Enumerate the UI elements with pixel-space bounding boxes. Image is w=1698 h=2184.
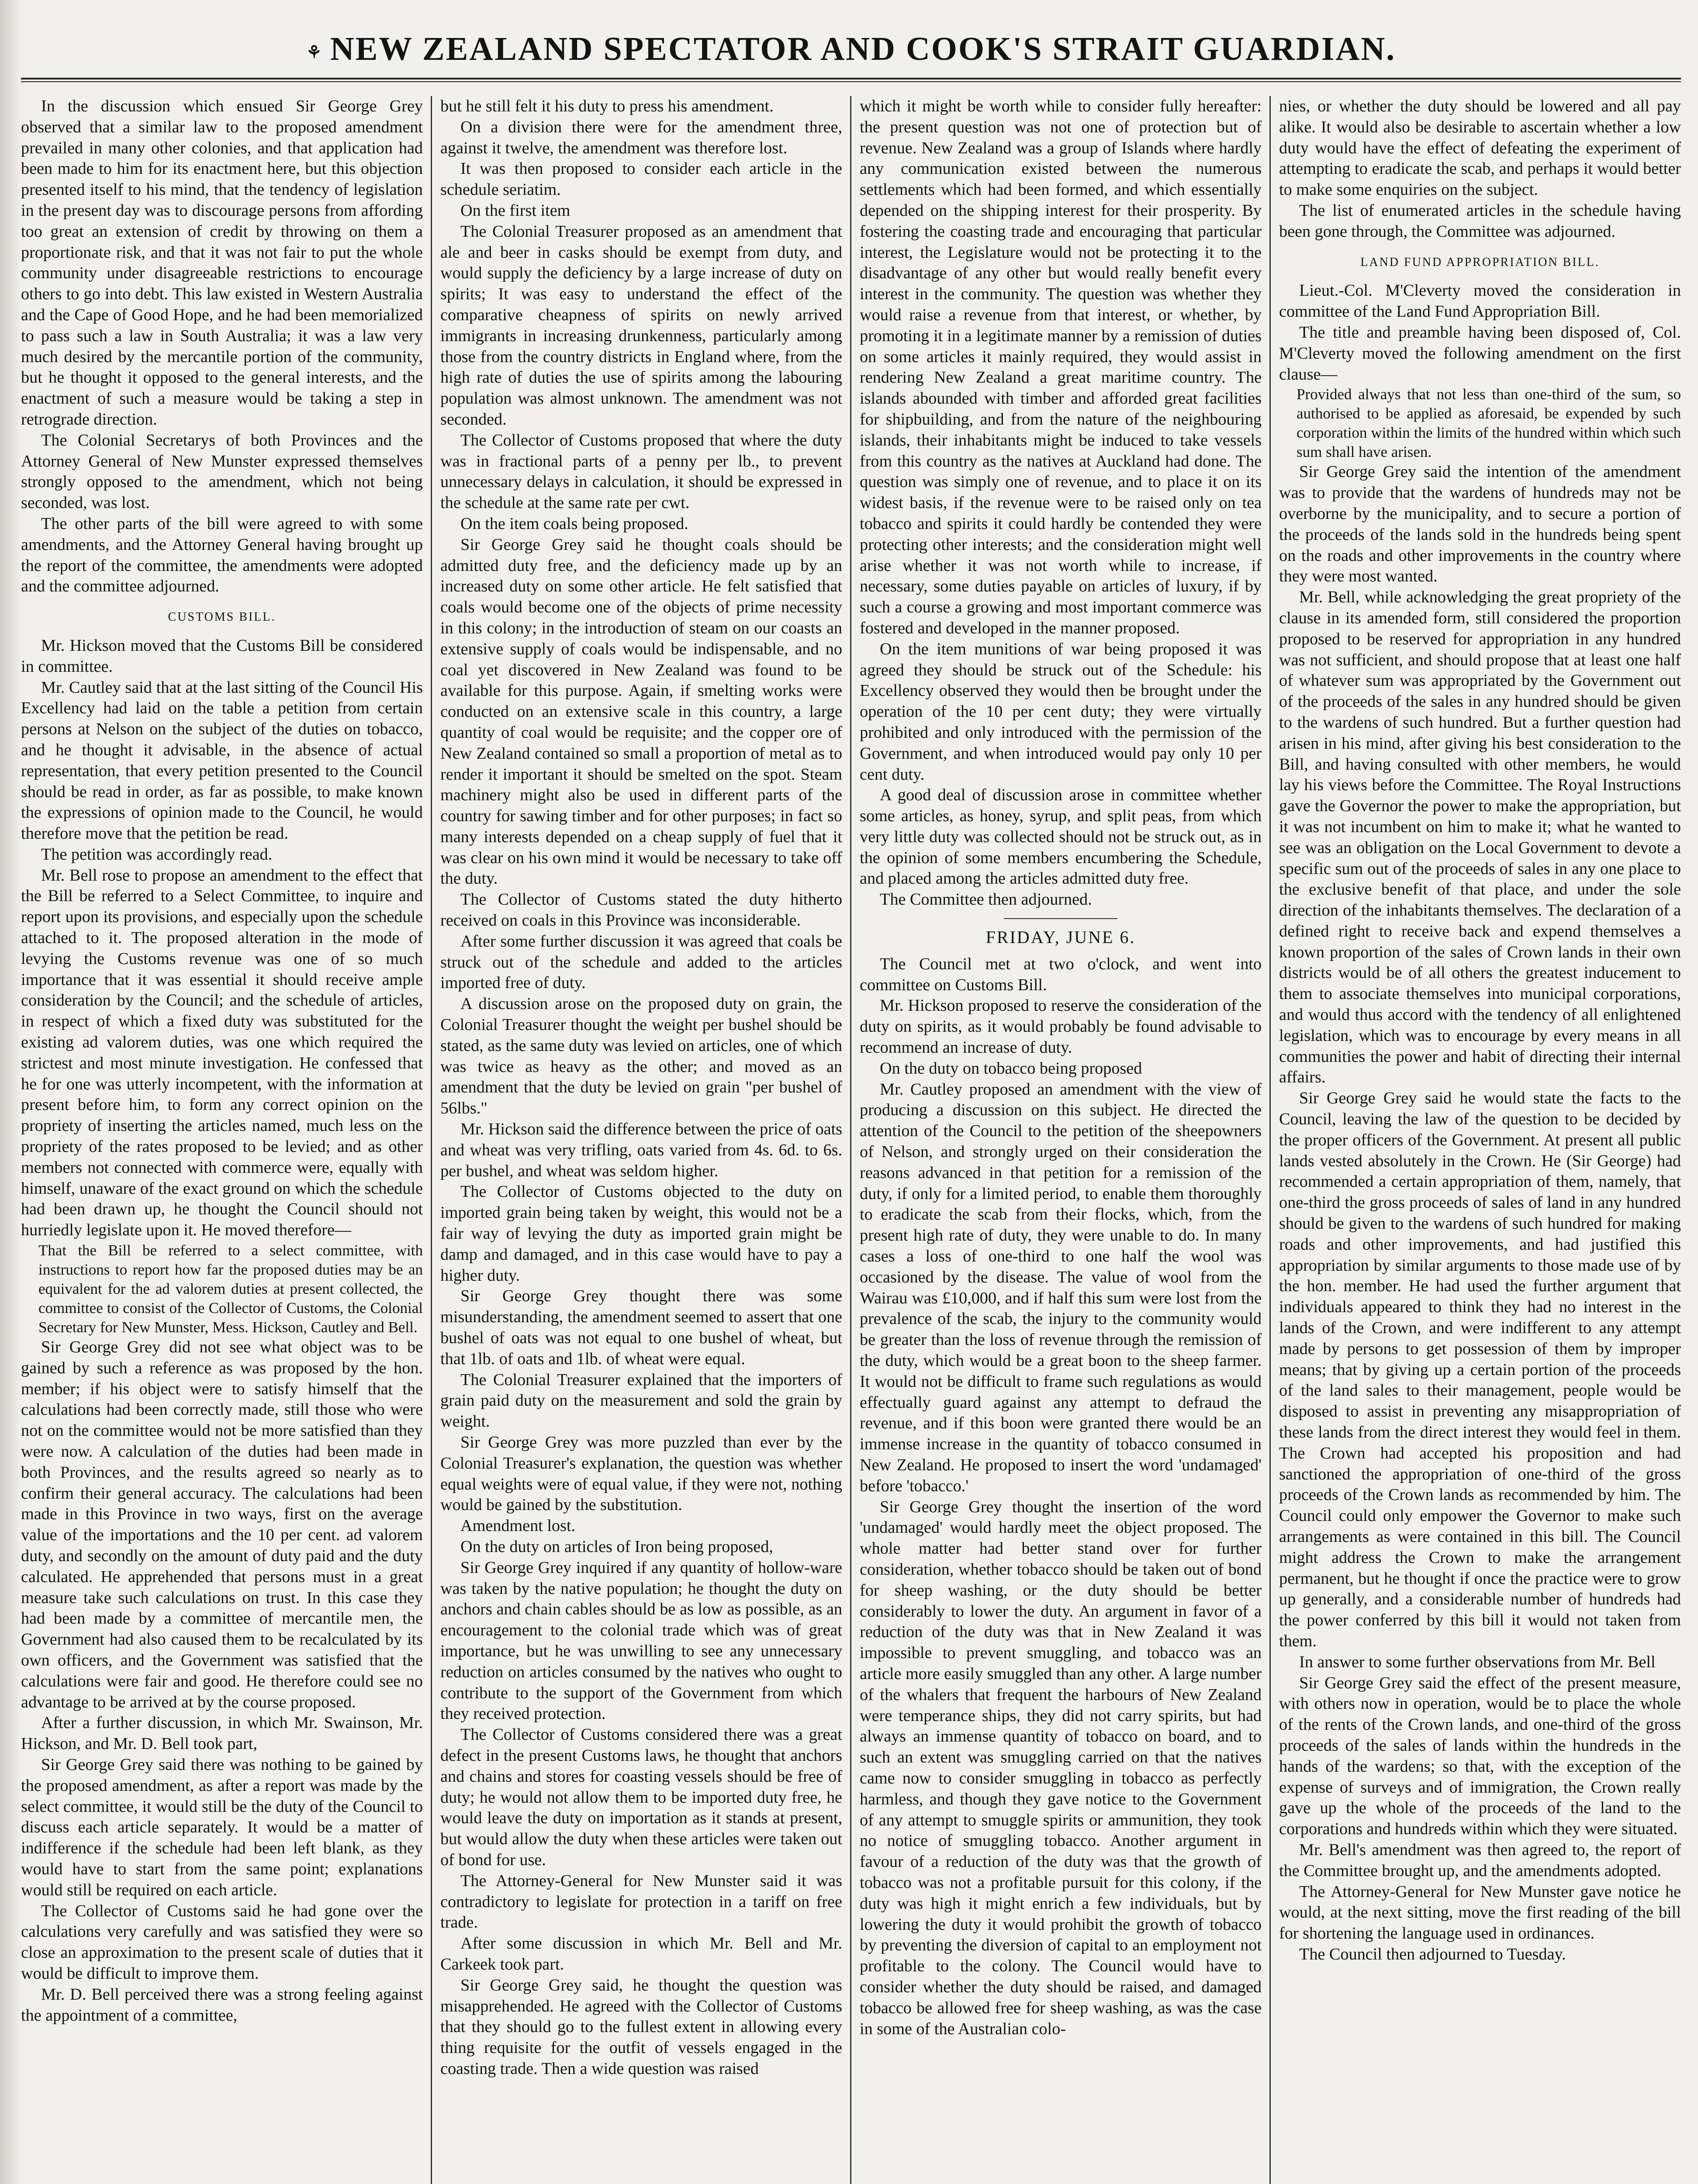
corner-ornament-icon: ⚘ xyxy=(306,42,323,62)
paragraph: Sir George Grey said he thought coals should be admitted duty free, and the deficiency made up by an increased duty on some other article. He felt satisfied that coals would become one of the objects of prime necessity in this colony; in the introduction of steam on our coasts an extensive supply of coals would be indispensable, and no coal yet discovered in New Zealand was found to be available for this purpose. Again, if smelting works were conducted on an extensive scale in this country, a large quantity of coal would be requisite; and the copper ore of New Zealand contained so small a proportion of metal as to render it important it should be smelted on the spot. Steam machinery might also be used in different parts of the country for sawing timber and for other purposes; in fact so many interests depended on a cheap supply of fuel that it was clear on his own mind it would be necessary to take off the duty. xyxy=(440,535,842,888)
paragraph: In answer to some further observations from Mr. Bell xyxy=(1299,1652,1656,1671)
paragraph: On the item munitions of war being proposed it was agreed they should be struck out of the Schedule: his Excellency observed they would then be brought under the operation of the 10 per cent duty; they were virtually prohibited and only introduced with the permission of the Government, and when introduced would pay only 10 per cent duty. xyxy=(860,639,1262,784)
paragraph: The list of enumerated articles in the schedule having been gone through, the Committee was adjourned. xyxy=(1279,201,1681,241)
paragraph: Mr. Cautley said that at the last sitting of the Council His Excellency had laid on the table a petition from certain persons at Nelson on the subject of the duties on tobacco, and he thought it advisable, in the absence of actual representation, that every petition presented to the Council should be read in order, as far as possible, to make known the expressions of opinion made to the Council, he would therefore move that the petition be read. xyxy=(21,678,423,843)
paragraph: Mr. Hickson moved that the Customs Bill be considered in committee. xyxy=(21,636,423,676)
paragraph: After some further discussion it was agreed that coals be struck out of the schedule and added to the articles imported free of duty. xyxy=(440,932,842,992)
paragraph: After some discussion in which Mr. Bell and Mr. Carkeek took part. xyxy=(440,1934,842,1973)
paragraph: The petition was accordingly read. xyxy=(41,845,273,864)
paragraph: The Collector of Customs said he had gone over the calculations very carefully and was satisfied they were so close an approximation to the present scale of duties that it would be difficult to improve them. xyxy=(21,1901,423,1983)
paragraph: Mr. Hickson proposed to reserve the consideration of the duty on spirits, as it would probably be found advisable to recommend an increase of duty. xyxy=(860,996,1262,1057)
date-heading: FRIDAY, JUNE 6. xyxy=(986,927,1136,947)
paragraph: The Collector of Customs proposed that where the duty was in fractional parts of a penny per lb., to prevent unnecessary delays in calculation, it should be expressed in the schedule at the same rate per cwt. xyxy=(440,431,842,512)
paragraph: After a further discussion, in which Mr. Swainson, Mr. Hickson, and Mr. D. Bell took part, xyxy=(21,1714,423,1753)
section-heading-land-fund: LAND FUND APPROPRIATION BILL. xyxy=(1360,255,1600,269)
newspaper-page xyxy=(21,0,1681,2184)
column-3 xyxy=(860,96,1262,2184)
paragraph: A good deal of discussion arose in committee whether some articles, as honey, syrup, and split peas, from which very little duty was collected should not be struck out, as in the opinion of some members encumbering the Schedule, and placed among the articles admitted duty free. xyxy=(860,786,1262,888)
masthead-title xyxy=(306,31,1396,67)
paragraph: On a division there were for the amendment three, against it twelve, the amendment was therefore lost. xyxy=(440,117,842,157)
article-columns xyxy=(21,96,1681,2184)
paragraph: The Colonial Treasurer proposed as an amendment that ale and beer in casks should be exempt from duty, and would supply the deficiency by a large increase of duty on spirits; It was easy to understand the effect of the comparative cheapness of spirits on newly arrived immigrants in increasing drunkenness, particularly among those from the country districts in England where, from the high rate of duties the use of spirits among the labouring population was almost unknown. The amendment was not seconded. xyxy=(440,222,842,429)
motion-quote: That the Bill be referred to a select committee, with instructions to report how far the proposed duties may be an equivalent for the ad valorem duties at present collected, the committee to consist of the Collector of Customs, the Colonial Secretary for New Munster, Mess. Hickson, Cautley and Bell. xyxy=(38,1242,423,1336)
paragraph: The Collector of Customs objected to the duty on imported grain being taken by weight, this would not be a fair way of levying the duty as imported grain might be damp and damaged, and in this case would have to pay a higher duty. xyxy=(440,1182,842,1285)
paragraph: Sir George Grey said the intention of the amendment was to provide that the wardens of hundreds may not be overborne by the municipality, and to secure a portion of the proceeds of the lands sold in the hundreds being spent on the roads and other improvements in the country where they were most wanted. xyxy=(1279,463,1681,586)
masthead xyxy=(21,23,1681,75)
page-binding-shadow xyxy=(0,0,21,2184)
paragraph: The Colonial Treasurer explained that the importers of grain paid duty on the measurement and sold the grain by weight. xyxy=(440,1370,842,1431)
paragraph: The Attorney-General for New Munster gave notice he would, at the next sitting, move the first reading of the bill for shortening the language used in ordinances. xyxy=(1279,1882,1681,1943)
paragraph: The Council met at two o'clock, and went into committee on Customs Bill. xyxy=(860,954,1262,994)
paragraph: On the duty on tobacco being proposed xyxy=(880,1059,1142,1078)
paragraph: Lieut.-Col. M'Cleverty moved the consideration in committee of the Land Fund Appropriation Bill. xyxy=(1279,281,1681,321)
paragraph: Amendment lost. xyxy=(460,1517,576,1535)
paragraph: nies, or whether the duty should be lowered and all pay alike. It would also be desirable to ascertain whether a low duty would have the effect of defeating the experiment of attempting to eradicate the scab, and perhaps it would better to make some enquiries on the subject. xyxy=(1279,97,1681,199)
paragraph: In the discussion which ensued Sir George Grey observed that a similar law to the proposed amendment prevailed in many other colonies, and that application had been made to him for its enactment here, but this objection presented itself to his mind, that the tendency of legislation in the present day was to discourage persons from affording too great an extension of credit by throwing on them a proportionate risk, and that it was not fair to put the whole community under disagreeable restrictions to encourage others to go into debt. This law existed in Western Australia and the Cape of Good Hope, and he had been memorialized to pass such a law in South Australia; it was a law very much desired by the mercantile portion of the community, but he thought it opposed to the general interests, and the enactment of such a measure would be taking a step in retrograde direction. xyxy=(21,97,423,429)
paragraph: Sir George Grey said, he thought the question was misapprehended. He agreed with the Collector of Customs that they should go to the fullest extent in allowing every thing requisite for the outfit of vessels engaged in the coasting trade. Then a wide question was raised xyxy=(440,1976,842,2078)
paragraph: Sir George Grey said there was nothing to be gained by the proposed amendment, as after a report was made by the select committee, it would still be the duty of the Council to discuss each article separately. It would be a matter of indifference if the schedule had been left blank, as they would have to start from the same point; explanations would still be required on each article. xyxy=(21,1755,423,1899)
paragraph: Mr. D. Bell perceived there was a strong feeling against the appointment of a committee, xyxy=(21,1985,423,2025)
paragraph: Sir George Grey did not see what object was to be gained by such a reference as was proposed by the hon. member; if his object were to satisfy himself that the calculations had been correctly made, still those who were not on the committee would not be more satisfied than they were now. A calculation of the duties had been made in both Provinces, and the results agreed so nearly as to confirm their general accuracy. The calculations had been made in this Province in two ways, first on the average value of the importations and the 10 per cent. ad valorem duty, and secondly on the amount of duty paid and the duty calculated. He apprehended that persons must in a great measure take such calculations on trust. In this case they had been made by a committee of mercantile men, the Government had also caused them to be recalculated by its own officers, and the Government was satisfied that the calculations were fair and good. He therefore could see no advantage to be arrived at by the course proposed. xyxy=(21,1338,423,1711)
paragraph: Mr. Bell, while acknowledging the great propriety of the clause in its amended form, still considered the proportion proposed to be reserved for appropriation in any hundred was not sufficient, and should propose that at least one half of whatever sum was appropriated by the Government out of the proceeds of the sales in any hundred should be given to the wardens of such hundred. But a further question had arisen in his mind, after giving his best consideration to the Bill, and having consulted with other members, he would lay his views before the Committee. The Royal Instructions gave the Governor the power to make the appropriation, but it was not incumbent on him to make it; what he wanted to see was an obligation on the Local Government to devote a specific sum out of the proceeds of sales in any one place to the exclusive benefit of that place, and under the sole direction of the inhabitants themselves. The declaration of a defined right to receive back and expend themselves a known proportion of the sales of Crown lands in their own districts would be of all others the greatest inducement to them to associate themselves into municipal corporations, and would thus accord with the tendency of all enlightened legislation, which was to encourage by every means in all communities the power and habit of directing their internal affairs. xyxy=(1279,588,1681,1087)
paragraph: The Collector of Customs stated the duty hitherto received on coals in this Province was inconsiderable. xyxy=(440,890,842,930)
paragraph: Sir George Grey said the effect of the present measure, with others now in operation, would be to place the whole of the rents of the Crown lands, and one-third of the gross proceeds of the sales of lands within the hundreds in the hands of the wardens; so that, with the exception of the expense of surveys and of immigration, the Crown really gave up the whole of the proceeds of the land to the corporations and hundreds within which they were situated. xyxy=(1279,1673,1681,1838)
paragraph: but he still felt it his duty to press his amendment. xyxy=(440,97,774,115)
paragraph: Mr. Bell rose to propose an amendment to the effect that the Bill be referred to a Select Committee, to inquire and report upon its provisions, and especially upon the schedule attached to it. The proposed alteration in the mode of levying the Customs revenue was one of so much importance that it was essential it should receive ample consideration by the Council; and the schedule of articles, in respect of which a fixed duty was substituted for the existing ad valorem duties, was one which required the strictest and most minute investigation. He confessed that he for one was utterly incompetent, with the information at present before him, to form any correct opinion on the propriety of inserting the articles named, much less on the propriety of the rates proposed to be levied; and as other members not connected with commerce were, equally with himself, unaware of the exact ground on which the schedule had been drawn up, he thought the Council should not hurriedly legislate upon it. He moved therefore— xyxy=(21,866,423,1240)
paragraph: Sir George Grey was more puzzled than ever by the Colonial Treasurer's explanation, the question was whether equal weights were of equal value, if they were not, nothing would be gained by the substitution. xyxy=(440,1433,842,1514)
column-1 xyxy=(21,96,423,2184)
paragraph: On the item coals being proposed. xyxy=(460,514,688,533)
amendment-quote: Provided always that not less than one-third of the sum, so authorised to be applied as aforesaid, be expended by such corporation within the limits of the hundred within which such sum shall have arisen. xyxy=(1297,386,1681,461)
paragraph: The Attorney-General for New Munster said it was contradictory to legislate for protection in a tariff on free trade. xyxy=(440,1871,842,1932)
section-divider xyxy=(1004,918,1117,919)
newspaper-title: NEW ZEALAND SPECTATOR AND COOK'S STRAIT GUARDIAN. xyxy=(330,31,1396,67)
paragraph: On the first item xyxy=(460,201,571,220)
paragraph: Mr. Cautley proposed an amendment with the view of producing a discussion on this subject. He directed the attention of the Council to the petition of the sheepowners of Nelson, and strongly urged on their consideration the reasons advanced in that petition for a remission of the duty, if only for a limited period, to enable them thoroughly to eradicate the scab from their flocks, which, from the present high rate of duty, they were unable to do. In many cases a loss of one-third to one half the wool was occasioned by the disease. The value of wool from the Wairau was £10,000, and if half this sum were lost from the prevalence of the scab, the injury to the community would be greater than the loss of revenue through the remission of the duty, which would be a great boon to the sheep farmer. It would not be difficult to frame such regulations as would effectually guard against any attempt to defraud the revenue, and if this boon were granted there would be an immense increase in the quantity of tobacco consumed in New Zealand. He proposed to insert the word 'undamaged' before 'tobacco.' xyxy=(860,1080,1262,1495)
section-heading-customs-bill: CUSTOMS BILL. xyxy=(168,610,276,624)
paragraph: Mr. Hickson said the difference between the price of oats and wheat was very trifling, oats varied from 4s. 6d. to 6s. per bushel, and wheat was seldom higher. xyxy=(440,1120,842,1180)
paragraph: Sir George Grey inquired if any quantity of hollow-ware was taken by the native population; he thought the duty on anchors and chain cables should be as low as possible, as an encouragement to the colonial trade which was of great importance, but he was unwilling to see any unnecessary reduction on articles consumed by the natives who ought to contribute to the support of the Government from which they received protection. xyxy=(440,1558,842,1723)
paragraph: Mr. Bell's amendment was then agreed to, the report of the Committee brought up, and the amendments adopted. xyxy=(1279,1840,1681,1880)
paragraph: The Committee then adjourned. xyxy=(880,890,1092,909)
column-2 xyxy=(440,96,842,2184)
paragraph: A discussion arose on the proposed duty on grain, the Colonial Treasurer thought the weight per bushel should be stated, as the same duty was levied on articles, one of which was twice as heavy as the other; and moved as an amendment that the duty be levied on grain "per bushel of 56lbs." xyxy=(440,995,842,1118)
paragraph: The Collector of Customs considered there was a great defect in the present Customs laws, he thought that anchors and chains and stores for coasting vessels should be free of duty; he would not allow them to be imported duty free, he would leave the duty on importation as it stands at present, but would allow the duty when these articles were taken out of bond for use. xyxy=(440,1725,842,1869)
paragraph: The other parts of the bill were agreed to with some amendments, and the Attorney General having brought up the report of the committee, the amendments were adopted and the committee adjourned. xyxy=(21,514,423,596)
paragraph: Sir George Grey thought the insertion of the word 'undamaged' would hardly meet the object proposed. The whole matter had better stand over for further consideration, whether tobacco should be taken out of bond for sheep washing, or the duty should be better considerably to lower the duty. An argument in favor of a reduction of the duty was that in New Zealand it was impossible to prevent smuggling, and tobacco was an article more easily smuggled than any other. A large number of the whalers that frequent the harbours of New Zealand were temperance ships, they did not carry spirits, but had always an immense quantity of tobacco on board, and to such an extent was smuggling carried on that the natives came now to consider smuggling in tobacco as perfectly harmless, and though they gave notice to the Government of any attempt to smuggle spirits or ammunition, they took no notice of smuggling tobacco. Another argument in favour of a reduction of the duty was that the growth of tobacco was not a profitable pursuit for this colony, if the duty was high it might enrich a few individuals, but by lowering the duty it would prohibit the growth of tobacco by preventing the diversion of capital to an employment not profitable to the colony. The Council would have to consider whether the duty should be raised, and damaged tobacco be allowed free for sheep washing, as was the case in some of the Australian colo- xyxy=(860,1497,1262,2038)
paragraph: The Council then adjourned to Tuesday. xyxy=(1299,1945,1566,1963)
paragraph: which it might be worth while to consider fully hereafter: the present question was not one of protection but of revenue. New Zealand was a group of Islands where hardly any communication existed between the numerous settlements which had been formed, and which essentially depended on the shipping interest for their prosperity. By fostering the coasting trade and encouraging that particular interest, the Legislature would not be protecting it to the disadvantage of any other but would really benefit every interest in the community. The question was whether they would raise a revenue from that interest, or whether, by promoting it in a legitimate manner by a remission of duties on some articles it mainly required, they would assist in rendering New Zealand a great maritime country. The islands abounded with timber and afforded great facilities for shipbuilding, and from the nature of the neighbouring islands, their inhabitants might be induced to take vessels from this country as the natives at Auckland had done. The question was simply one of revenue, and to place it on its widest basis, if the revenue were to be raised only on tea tobacco and spirits it could hardly be contended they were protecting other interests; and the consideration might well arise whether it was not worth while to increase, if necessary, some duties payable on articles of luxury, if by such a course a growing and most important commerce was fostered and developed in the manner proposed. xyxy=(860,97,1262,637)
masthead-rule-thin xyxy=(21,81,1681,82)
paragraph: It was then proposed to consider each article in the schedule seriatim. xyxy=(440,159,842,199)
paragraph: The title and preamble having been disposed of, Col. M'Cleverty moved the following amendment on the first clause— xyxy=(1279,323,1681,384)
paragraph: The Colonial Secretarys of both Provinces and the Attorney General of New Munster expressed themselves strongly opposed to the amendment, which not being seconded, was lost. xyxy=(21,431,423,512)
masthead-rule xyxy=(21,78,1681,79)
paragraph: On the duty on articles of Iron being proposed, xyxy=(460,1537,773,1556)
column-4 xyxy=(1279,96,1681,2184)
paragraph: Sir George Grey thought there was some misunderstanding, the amendment seemed to assert that one bushel of oats was not equal to one bushel of wheat, but that 1lb. of oats and 1lb. of wheat were equal. xyxy=(440,1287,842,1368)
paragraph: Sir George Grey said he would state the facts to the Council, leaving the law of the question to be decided by the proper officers of the Government. At present all public lands vested absolutely in the Crown. He (Sir George) had recommended a certain appropriation of them, namely, that one-third the gross proceeds of sales of land in any hundred should be given to the wardens of such hundred for making roads and other improvements, and had justified this appropriation by similar arguments to those made use of by the hon. member. He had used the further argument that individuals appeared to think they had no interest in the lands of the Crown, and were indifferent to any attempt made by persons to get possession of them by improper means; that by giving up a certain portion of the proceeds of the land sales to their management, people would be disposed to assist in preventing any misappropriation of these lands from the direct interest they would feel in them. The Crown had accepted his proposition and had sanctioned the appropriation of one-third of the gross proceeds of the Crown lands as recommended by him. The Council could only empower the Governor to make such arrangements as were contained in this bill. The Council might address the Crown to make the arrangement permanent, but he thought if once the practice were to grow up generally, and a considerable number of hundreds had the power conferred by this bill it would not taken from them. xyxy=(1279,1089,1681,1650)
